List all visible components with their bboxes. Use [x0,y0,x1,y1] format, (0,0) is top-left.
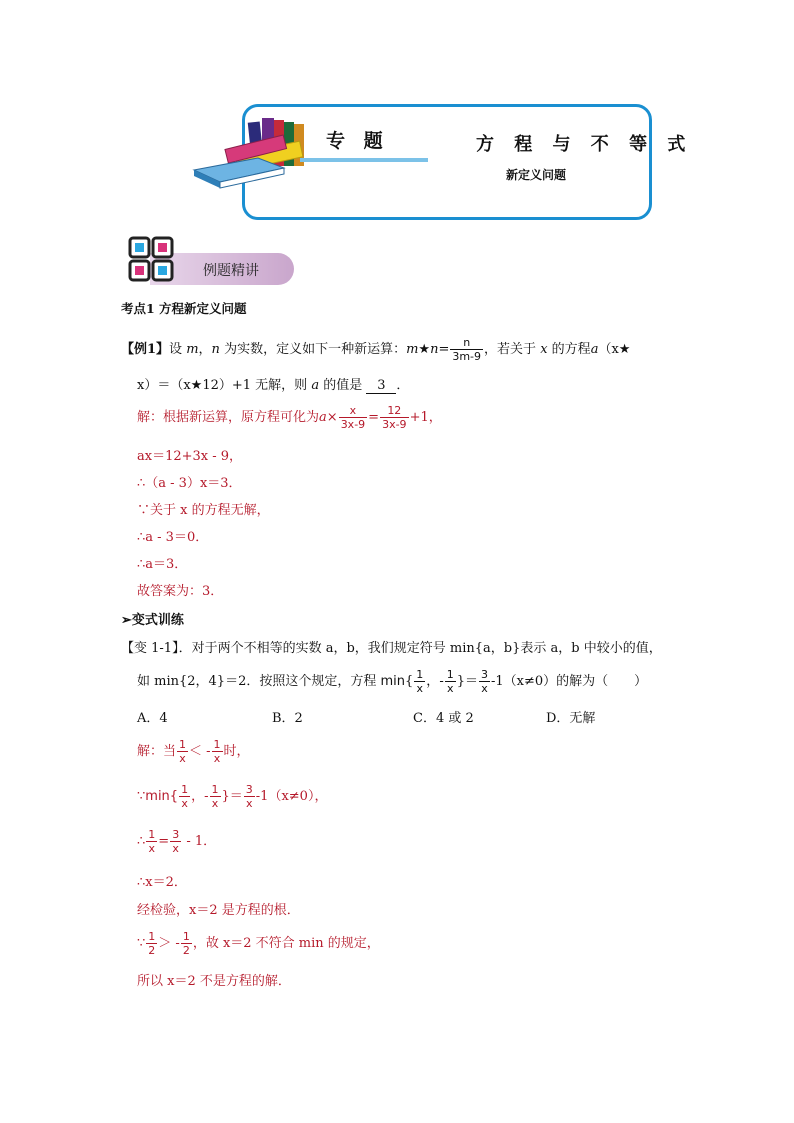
solution-2-line-3: ∴ $\frac{1}{x}$ = $\frac{3}{x}$ - 1． [137,828,217,855]
banner-rule [300,158,428,162]
solution-1-line-7: 故答案为：3． [137,584,224,599]
solution-2-line-4: ∴x＝2． [137,875,187,890]
answer-blank: 3 [366,378,396,394]
topic-label: 专 题 [326,130,389,152]
page-subtitle: 新定义问题 [506,168,567,182]
example-1-line-2: x）＝（x★12）+1 无解，则 a 的值是 3 ． [137,378,410,393]
solution-2-line-1: 解：当 $\frac{1}{x}$ ＜ - $\frac{1}{x}$ 时， [137,738,250,765]
solution-1-line-2: ax＝12+3x - 9， [137,449,243,464]
solution-1-line-5: ∴a - 3＝0． [137,530,209,545]
variant-heading: ➢变式训练 [121,613,184,628]
solution-2-line-7: 所以 x＝2 不是方程的解． [137,974,291,989]
books-icon [188,112,318,192]
squares-icon [128,236,176,284]
example-1-line-1: 【例1】设 m，n 为实数，定义如下一种新运算：m★n= $\frac{n}{3m-9}$ ，若关于 x 的方程a（x★ [121,336,631,363]
knowledge-point: 考点1 方程新定义问题 [121,301,247,316]
solution-2-line-6: ∵ $\frac{1}{2}$ ＞ - $\frac{1}{2}$ ，故 x＝2 不符合 min 的规定， [137,930,380,957]
solution-2-line-2: ∵min{ $\frac{1}{x}$ ，- $\frac{1}{x}$ }＝ $\frac{3}{x}$ -1（x≠0）， [137,783,328,810]
solution-1-line-3: ∴（a - 3）x＝3． [137,476,242,491]
solution-2-line-5: 经检验，x＝2 是方程的根． [137,903,300,918]
section-label: 例题精讲 [203,263,259,279]
variant-1-line-2: 如 min{2，4}＝2．按照这个规定，方程 min{ $\frac{1}{x}$ ，- $\frac{1}{x}$ }＝ $\frac{3}{x}$ -1（x≠0）的解为（ ） [137,668,648,695]
page-title: 方 程 与 不 等 式 [476,134,693,155]
solution-1-line-6: ∴a＝3． [137,557,188,572]
variant-1-line-1: 【变 1-1】．对于两个不相等的实数 a，b，我们规定符号 min{a，b}表示 a，b 中较小的值， [121,641,662,656]
option-c[interactable]: C．4 或 2 [413,711,474,726]
option-b[interactable]: B．2 [272,711,303,726]
option-d[interactable]: D．无解 [546,711,596,726]
solution-1-line-4: ∵关于 x 的方程无解， [137,503,270,518]
option-a[interactable]: A．4 [137,711,168,726]
solution-1-line-1: 解：根据新运算，原方程可化为a× $\frac{x}{3x-9}$ = $\frac{12}{3x-9}$ +1， [137,404,442,431]
